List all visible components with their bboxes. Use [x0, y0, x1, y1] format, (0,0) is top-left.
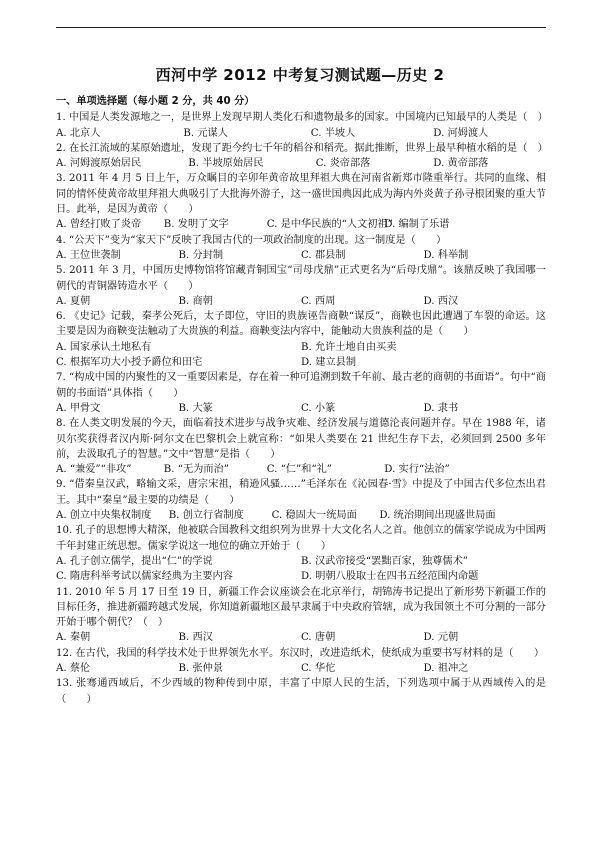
question-stem: 8. 在人类文明发展的今天，面临着技术进步与战争灾难、经济发展与道德沦丧问题并存。早在 1988 年，诸贝尔奖获得者汉内斯·阿尔文在巴黎机会上就宣称：“如果人类要在 21 世纪生存下去，必须回到 2500 多年前，去汲取孔子的智慧。”文中“智慧”是指（ ） — [56, 418, 546, 460]
option-d: D. 统治期间出现盛世局面 — [379, 510, 496, 522]
question-13 — [56, 676, 546, 707]
option-a: A. 北京人 — [56, 127, 101, 139]
option-c: C. 炎帝部落 — [315, 158, 371, 170]
option-b: B. 汉武帝接受“罢黜百家，独尊儒术” — [301, 555, 469, 567]
question-5 — [56, 263, 546, 309]
question-8 — [56, 416, 546, 477]
question-12 — [56, 646, 546, 677]
option-c: C. 隋唐科举考试以儒家经典为主要内容 — [56, 571, 233, 583]
question-9 — [56, 477, 546, 523]
question-list — [56, 94, 546, 707]
options — [56, 294, 546, 309]
question-stem: 7. “构成中国的内聚性的又一重要因素是，存在着一种可追溯到数千年前、最古老的商朝的书面语”。句中“商朝的书面语”具体指（ ） — [56, 372, 546, 399]
section-heading: 一、单项选择题（每小题 2 分，共 40 分） — [56, 96, 255, 107]
option-d: D. 明朝八股取士在四书五经范围内命题 — [301, 571, 479, 583]
question-10 — [56, 523, 546, 584]
option-a: A. 曾经打败了炎帝 — [56, 219, 142, 231]
option-b: B. 创立行省制度 — [168, 510, 244, 522]
options — [56, 156, 546, 171]
question-stem: 10. 孔子的思想博大精深，他被联合国教科文组织列为世界十大文化名人之首。他创立的儒家学说成为中国两千年封建正统思想。儒家学说这一地位的确立开始于（ ） — [56, 525, 546, 552]
options — [56, 554, 546, 585]
question-11 — [56, 585, 546, 646]
question-stem: 5. 2011 年 3 月，中国历史博物馆将馆藏青铜国宝“司母戊鼎”正式更名为“后母戊鼎”。该鼎反映了我国哪一朝代的青铜器铸造水平（ ） — [56, 265, 546, 292]
question-2 — [56, 141, 546, 172]
option-b: B. 分封制 — [178, 249, 224, 261]
question-stem: 6. 《史记》记载，秦孝公死后，太子即位，守旧的贵族诬告商鞅“谋反”，商鞅也因此遭遇了车裂的命运。这主要是因为商鞅变法触动了大贵族的利益。商鞅变法内容中，能触动大贵族利益的是（ ） — [56, 311, 546, 338]
option-a: A. 秦朝 — [56, 632, 91, 644]
option-b: B. 西汉 — [178, 632, 213, 644]
option-c: C. 小篆 — [301, 402, 336, 414]
option-a: A. 河姆渡原始居民 — [56, 158, 142, 170]
option-b: B. 允许土地自由买卖 — [301, 341, 397, 353]
option-d: D. 隶书 — [423, 402, 459, 414]
option-c: C. 稳固大一统局面 — [271, 510, 357, 522]
option-c: C. “仁”和“礼” — [266, 464, 332, 476]
options — [56, 630, 546, 645]
option-d: D. 黄帝部落 — [433, 158, 489, 170]
option-b: B. “无为而治” — [163, 464, 229, 476]
question-stem: 3. 2011 年 4 月 5 日上午，万众瞩目的辛卯年黄帝故里拜祖大典在河南省新郑市隆重举行。共同的血缘、相同的情怀使黄帝故里拜祖大典吸引了大批海外游子，这一盛世国典因此成为海内外炎黄子孙寻根团聚的重大节日。此举，是因为黄帝（ ） — [56, 173, 546, 216]
options — [56, 401, 546, 416]
option-b: B. 发明了文字 — [163, 219, 229, 231]
option-c: C. 郡县制 — [301, 249, 346, 261]
option-b: B. 商朝 — [178, 295, 213, 307]
options — [56, 248, 546, 263]
question-1 — [56, 110, 546, 141]
options — [56, 340, 546, 371]
option-c: C. 半坡人 — [310, 127, 356, 139]
options — [56, 508, 546, 523]
header-rule — [56, 27, 546, 28]
options — [56, 462, 546, 477]
option-d: D. 河姆渡人 — [433, 127, 489, 139]
question-stem: 11. 2010 年 5 月 17 日至 19 日，新疆工作会议座谈会在北京举行，胡锦涛书记提出了新形势下新疆工作的目标任务，推进新疆跨越式发展，你知道新疆地区最早隶属于中央政府管辖，成为我国领土不可分割的一部分开始于哪个朝代？（ ） — [56, 586, 546, 629]
question-6 — [56, 309, 546, 370]
option-a: A. 创立中央集权制度 — [56, 510, 152, 522]
option-a: A. 甲骨文 — [56, 402, 101, 414]
option-d: D. 建立县制 — [301, 357, 357, 369]
option-b: B. 张仲景 — [178, 662, 224, 674]
option-d: D. 实行“法治” — [384, 464, 450, 476]
page-title: 西河中学 2012 中考复习测试题—历史 2 — [155, 66, 445, 84]
options — [56, 126, 546, 141]
option-a: A. 国家承认土地私有 — [56, 341, 152, 353]
option-c: C. 根据军功大小授予爵位和田宅 — [56, 357, 203, 369]
option-d: D. 西汉 — [423, 295, 459, 307]
option-a: A. 孔子创立儒学，提出“仁”的学说 — [56, 555, 213, 567]
question-stem: 13. 张骞通西域后，不少西域的物种传到中原，丰富了中原人民的生活，下列选项中属于从西域传入的是（ ） — [56, 678, 546, 705]
question-stem: 9. “借秦皇汉武，略输文采，唐宗宋祖，稍逊风骚……”毛泽东在《沁园春·雪》中提及了中国古代多位杰出君王。其中“秦皇”最主要的功绩是（ ） — [56, 479, 546, 506]
question-7 — [56, 370, 546, 416]
option-c: C. 西周 — [301, 295, 336, 307]
option-b: B. 半坡原始居民 — [188, 158, 264, 170]
option-d: D. 科举制 — [423, 249, 469, 261]
option-b: B. 大篆 — [178, 402, 213, 414]
option-c: C. 是中华民族的“人文初祖” — [266, 219, 393, 231]
option-c: C. 华佗 — [301, 662, 336, 674]
question-3 — [56, 171, 546, 232]
question-4 — [56, 233, 546, 264]
option-d: D. 祖冲之 — [423, 662, 469, 674]
options — [56, 217, 546, 232]
question-stem: 1. 中国是人类发源地之一，是世界上发现早期人类化石和遗物最多的国家。中国境内已知最早的人类是（ ） — [56, 112, 548, 124]
option-d: D. 编制了乐谱 — [384, 219, 450, 231]
question-stem: 12. 在古代，我国的科学技术处于世界领先水平。东汉时，改进造纸术，使纸成为重要书写材料的是（ ） — [56, 647, 545, 659]
option-a: A. “兼爱”“非攻” — [56, 464, 132, 476]
option-a: A. 蔡伦 — [56, 662, 91, 674]
question-stem: 4. “公天下”变为“家天下”反映了我国古代的一项政治制度的出现。这一制度是（ ） — [56, 234, 447, 246]
option-a: A. 王位世袭制 — [56, 249, 121, 261]
question-stem: 2. 在长江流域的某原始遗址，发现了距今约七千年的稻谷和稻壳。据此推断，世界上最早种植水稻的是（ ） — [56, 142, 548, 154]
option-c: C. 唐朝 — [301, 632, 336, 644]
option-d: D. 元朝 — [423, 632, 459, 644]
option-b: B. 元谋人 — [183, 127, 228, 139]
options — [56, 661, 546, 676]
option-a: A. 夏朝 — [56, 295, 91, 307]
